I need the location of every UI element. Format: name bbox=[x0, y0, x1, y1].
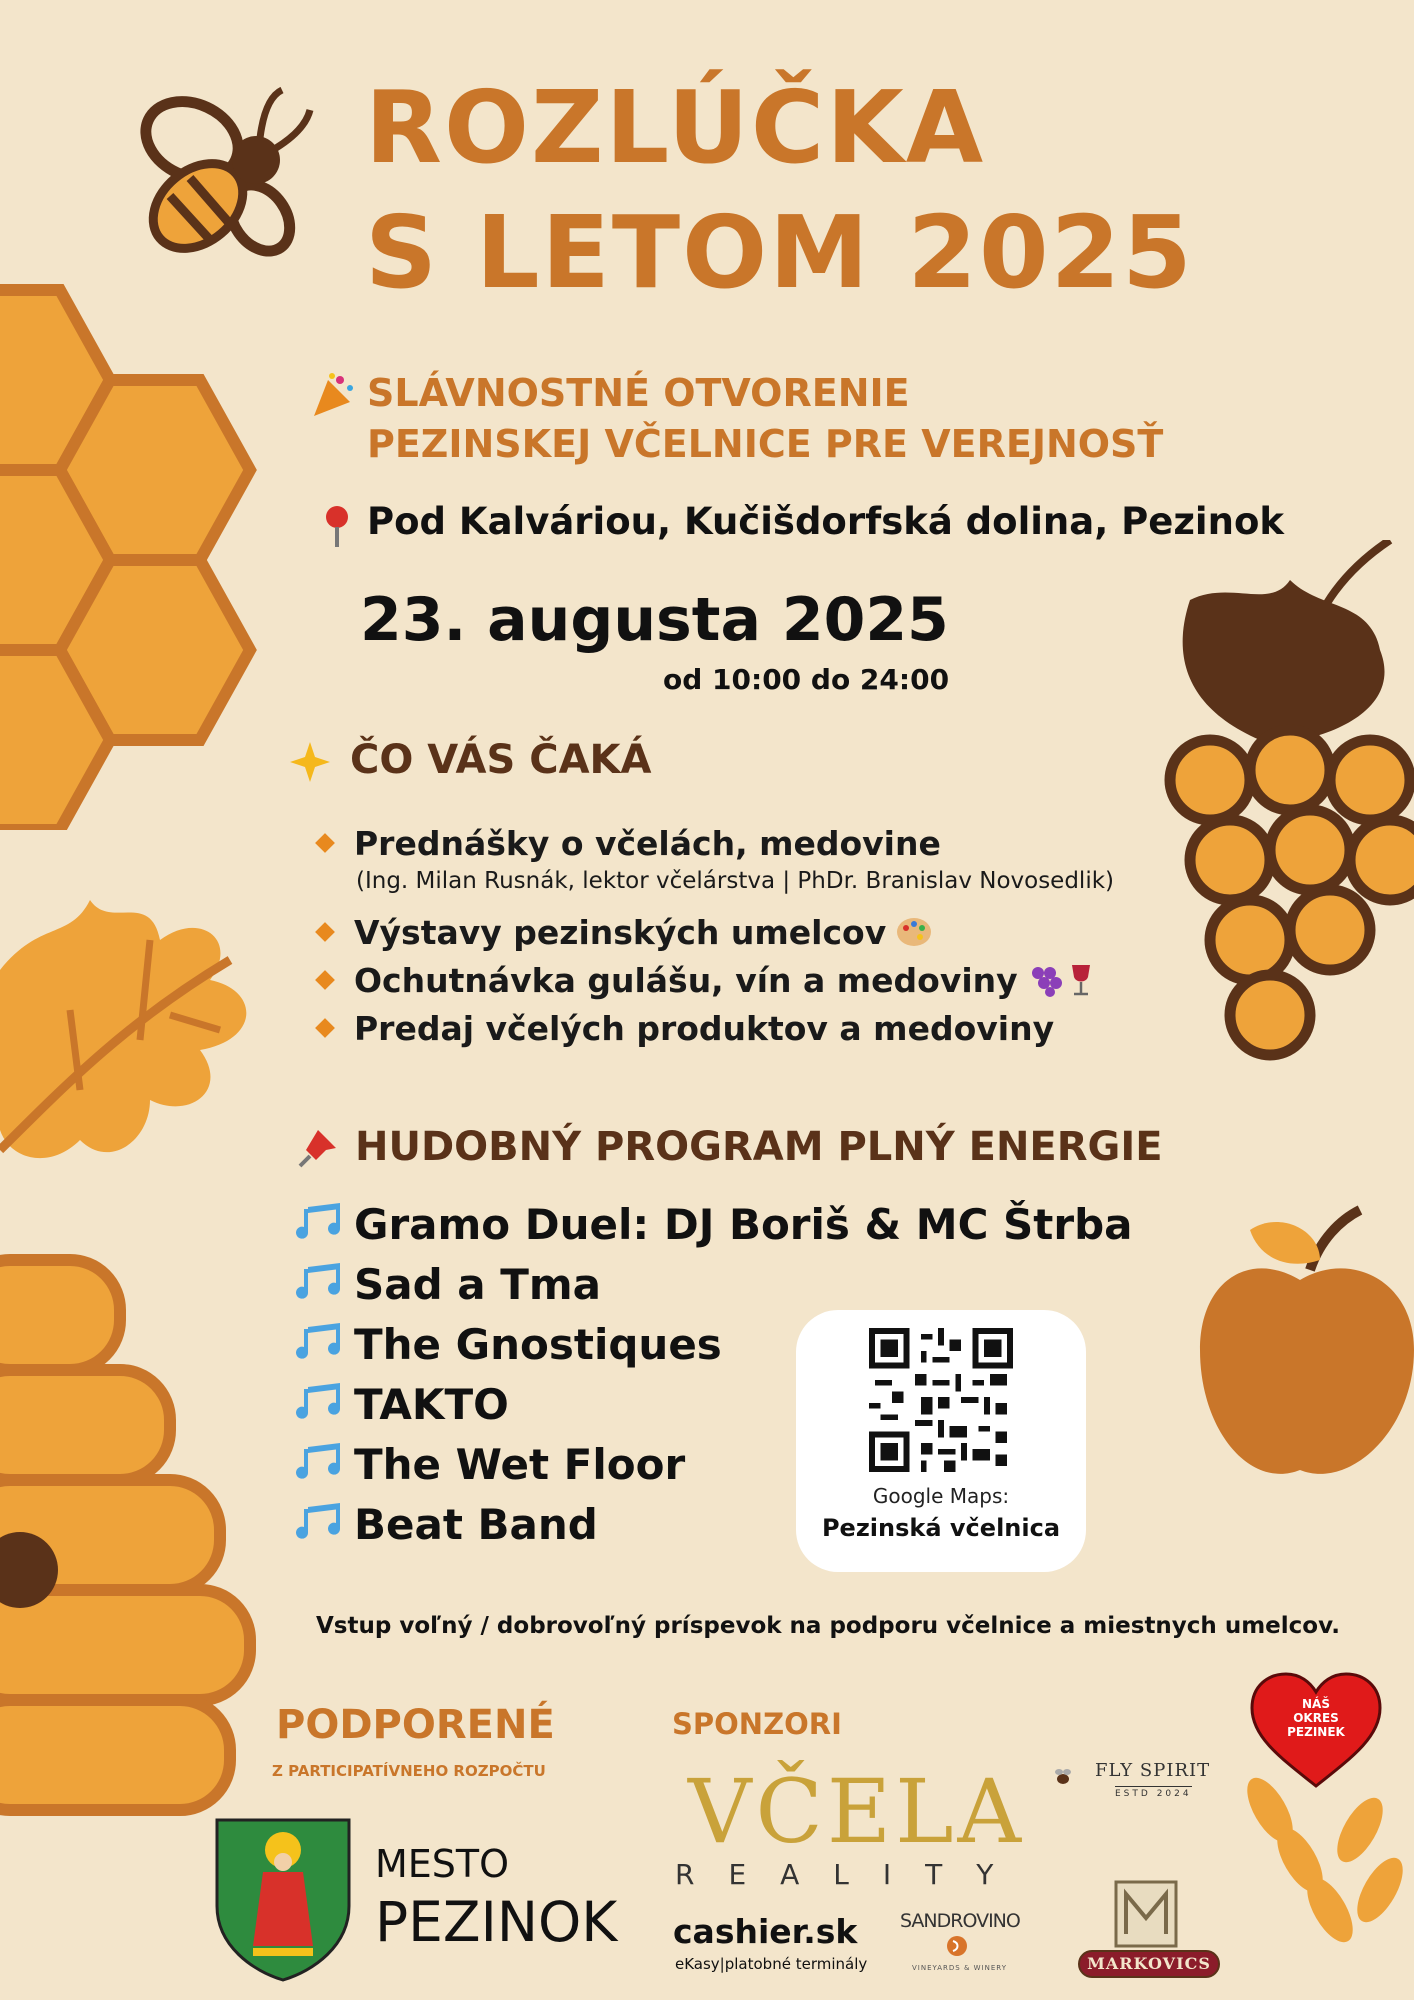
list-item bbox=[318, 908, 1114, 956]
location-pin-icon bbox=[320, 503, 354, 547]
event-title-line1: ROZLÚČKA bbox=[365, 69, 986, 186]
entry-note: Vstup voľný / dobrovoľný príspevok na podporu včelnice a miestnych umelcov. bbox=[316, 1613, 1340, 1639]
leaf-illustration bbox=[0, 880, 270, 1180]
sandrovino-emblem-icon bbox=[945, 1934, 969, 1958]
cashier-logo-text: cashier.sk bbox=[673, 1912, 858, 1951]
sandrovino-sub: VINEYARDS & WINERY bbox=[912, 1964, 1007, 1972]
qr-code-icon[interactable] bbox=[869, 1328, 1013, 1472]
opening-heading bbox=[367, 368, 1163, 471]
wine-glass-icon bbox=[1068, 963, 1094, 997]
fly-spirit-sub: ESTD 2024 bbox=[1115, 1786, 1192, 1799]
band-name: Gramo Duel: DJ Boriš & MC Štrba bbox=[354, 1199, 1133, 1249]
diamond-bullet-icon bbox=[315, 970, 335, 990]
band-name: The Gnostiques bbox=[354, 1319, 722, 1369]
music-notes-icon bbox=[296, 1443, 344, 1485]
band-name: Sad a Tma bbox=[354, 1259, 601, 1309]
coat-of-arms-logo bbox=[213, 1816, 353, 1982]
apple-illustration bbox=[1190, 1200, 1414, 1500]
fly-spirit-logo-text: FLY SPIRIT bbox=[1095, 1760, 1211, 1781]
list-item bbox=[318, 820, 1114, 866]
cashier-sub: eKasy|platobné terminály bbox=[675, 1955, 868, 1973]
music-notes-icon bbox=[296, 1383, 344, 1425]
music-heading: HUDOBNÝ PROGRAM PLNÝ ENERGIE bbox=[355, 1124, 1163, 1170]
supported-heading: PODPORENÉ bbox=[276, 1702, 555, 1748]
heart-badge-text bbox=[1248, 1697, 1384, 1739]
band-name: TAKTO bbox=[354, 1379, 509, 1429]
diamond-bullet-icon bbox=[315, 922, 335, 942]
city-name-line2: PEZINOK bbox=[375, 1890, 618, 1954]
diamond-bullet-icon bbox=[315, 1018, 335, 1038]
party-popper-icon bbox=[310, 372, 358, 420]
list-item bbox=[296, 1194, 1132, 1254]
heart-line2: OKRES bbox=[1293, 1711, 1339, 1725]
program-item-label: Výstavy pezinských umelcov bbox=[354, 912, 887, 952]
heart-line1: NÁŠ bbox=[1302, 1697, 1330, 1711]
bee-icon bbox=[130, 78, 320, 258]
sandrovino-logo-text: SANDROVINO bbox=[900, 1910, 1020, 1932]
event-time: od 10:00 do 24:00 bbox=[663, 663, 950, 696]
sparkles-icon bbox=[288, 740, 332, 784]
program-heading: ČO VÁS ČAKÁ bbox=[350, 737, 652, 783]
grapes-icon bbox=[1028, 963, 1064, 997]
event-title-line2: S LETOM 2025 bbox=[365, 194, 1194, 311]
beehive-illustration bbox=[0, 1250, 300, 1870]
wheat-illustration bbox=[1210, 1770, 1414, 2000]
program-item-label: Ochutnávka gulášu, vín a medoviny bbox=[354, 960, 1018, 1000]
band-name: The Wet Floor bbox=[354, 1439, 686, 1489]
program-list bbox=[318, 820, 1114, 1052]
vcela-logo-text: VČELA bbox=[688, 1760, 1026, 1863]
diamond-bullet-icon bbox=[315, 833, 335, 853]
qr-card[interactable] bbox=[796, 1310, 1086, 1572]
program-item-label: Prednášky o včelách, medovine bbox=[354, 823, 941, 863]
heart-line3: PEZINEK bbox=[1287, 1725, 1345, 1739]
vcela-reality-text: REALITY bbox=[675, 1858, 1028, 1891]
fly-spirit-bee-icon bbox=[1052, 1766, 1074, 1788]
honeycomb-illustration bbox=[0, 270, 320, 830]
sponsors-heading: SPONZORI bbox=[672, 1707, 842, 1741]
program-item-sub: (Ing. Milan Rusnák, lektor včelárstva | PhDr. Branislav Novosedlik) bbox=[356, 868, 1115, 894]
palette-icon bbox=[896, 916, 932, 948]
qr-place: Pezinská včelnica bbox=[821, 1514, 1061, 1542]
opening-line2: PEZINSKEJ VČELNICE PRE VEREJNOSŤ bbox=[367, 422, 1164, 467]
music-notes-icon bbox=[296, 1263, 344, 1305]
grapes-illustration bbox=[1150, 540, 1414, 1080]
opening-line1: SLÁVNOSTNÉ OTVORENIE bbox=[367, 371, 910, 415]
music-notes-icon bbox=[296, 1503, 344, 1545]
markovics-crest-logo bbox=[1112, 1878, 1180, 1950]
markovics-label: MARKOVICS bbox=[1087, 1954, 1211, 1973]
list-item bbox=[318, 956, 1114, 1004]
event-date: 23. augusta 2025 bbox=[360, 585, 949, 655]
music-notes-icon bbox=[296, 1323, 344, 1365]
list-item bbox=[318, 1004, 1114, 1052]
location-text: Pod Kalváriou, Kučišdorfská dolina, Pezinok bbox=[367, 500, 1284, 543]
music-notes-icon bbox=[296, 1203, 344, 1245]
pushpin-icon bbox=[296, 1126, 340, 1170]
band-name: Beat Band bbox=[354, 1499, 598, 1549]
qr-label: Google Maps: bbox=[872, 1484, 1010, 1508]
list-item bbox=[296, 1254, 1132, 1314]
markovics-label-badge bbox=[1078, 1950, 1220, 1978]
supported-sub: Z PARTICIPATÍVNEHO ROZPOČTU bbox=[272, 1762, 546, 1780]
city-name-line1: MESTO bbox=[375, 1842, 510, 1886]
program-item-label: Predaj včelých produktov a medoviny bbox=[354, 1008, 1055, 1048]
